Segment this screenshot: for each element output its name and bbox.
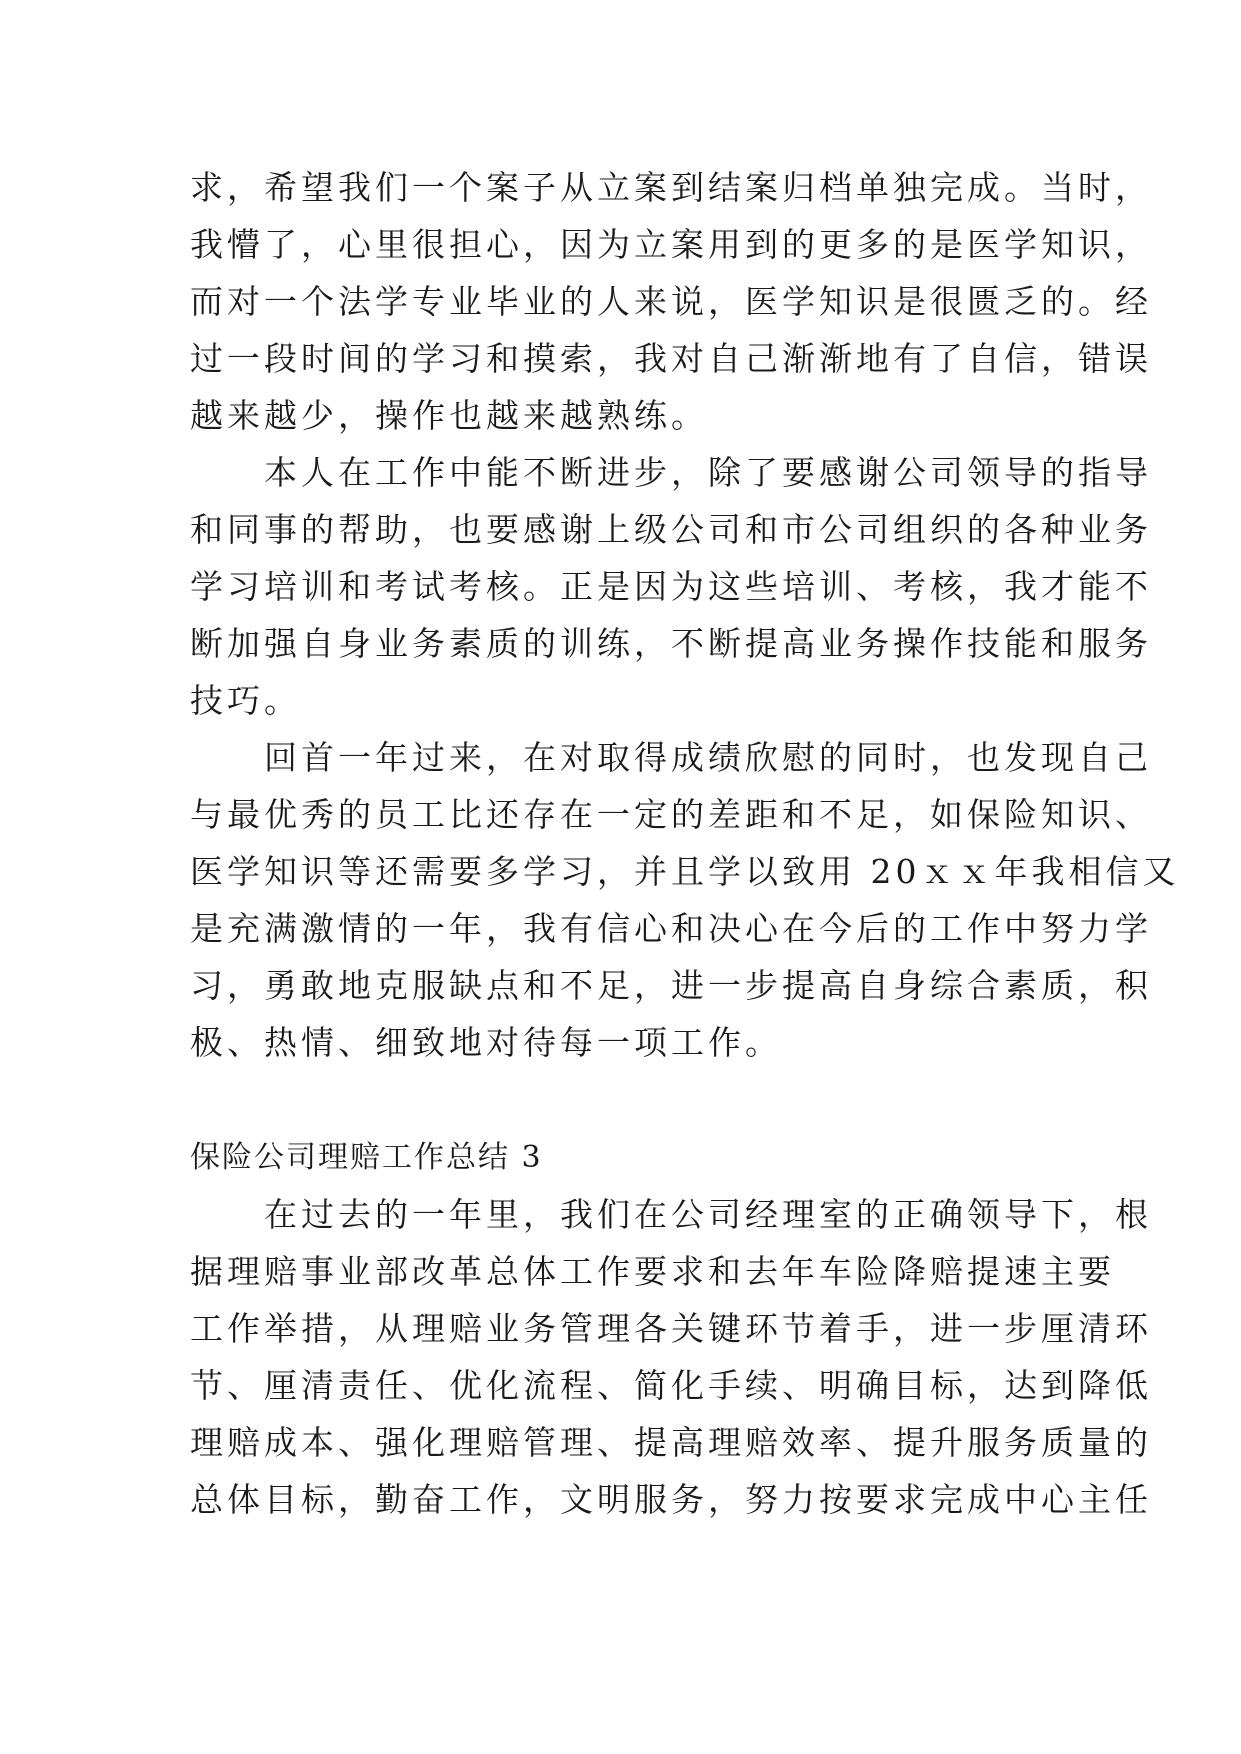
text-line: 习，勇敢地克服缺点和不足，进一步提高自身综合素质，积 [190, 966, 1152, 1005]
text-line: 断加强自身业务素质的训练，不断提高业务操作技能和服务 [190, 624, 1152, 663]
text-line: 过一段时间的学习和摸索，我对自己渐渐地有了自信，错误 [190, 339, 1152, 378]
text-line: 越来越少，操作也越来越熟练。 [190, 396, 708, 435]
text-line: 理赔成本、强化理赔管理、提高理赔效率、提升服务质量的 [190, 1423, 1152, 1462]
text-line: 回首一年过来，在对取得成绩欣慰的同时，也发现自己 [190, 738, 1152, 777]
text-line: 本人在工作中能不断进步，除了要感谢公司领导的指导 [190, 453, 1152, 492]
text-line: 求，希望我们一个案子从立案到结案归档单独完成。当时， [190, 168, 1152, 207]
text-line: 和同事的帮助，也要感谢上级公司和市公司组织的各种业务 [190, 510, 1152, 549]
section-heading: 保险公司理赔工作总结 3 [190, 1140, 543, 1175]
text-line: 与最优秀的员工比还存在一定的差距和不足，如保险知识、 [190, 795, 1152, 834]
text-line: 而对一个法学专业毕业的人来说，医学知识是很匮乏的。经 [190, 282, 1152, 321]
text-line: 在过去的一年里，我们在公司经理室的正确领导下，根 [190, 1195, 1152, 1234]
text-line: 总体目标，勤奋工作，文明服务，努力按要求完成中心主任 [190, 1480, 1152, 1519]
text-line: 节、厘清责任、优化流程、简化手续、明确目标，达到降低 [190, 1366, 1152, 1405]
text-line: 技巧。 [190, 681, 301, 720]
text-line: 工作举措，从理赔业务管理各关键环节着手，进一步厘清环 [190, 1309, 1152, 1348]
text-line: 我懵了，心里很担心，因为立案用到的更多的是医学知识， [190, 225, 1152, 264]
text-line: 极、热情、细致地对待每一项工作。 [190, 1023, 782, 1062]
text-line: 学习培训和考试考核。正是因为这些培训、考核，我才能不 [190, 567, 1152, 606]
text-line: 是充满激情的一年，我有信心和决心在今后的工作中努力学 [190, 909, 1152, 948]
text-line: 据理赔事业部改革总体工作要求和去年车险降赔提速主要 [190, 1252, 1115, 1291]
text-line: 医学知识等还需要多学习，并且学以致用 20ｘｘ年我相信又 [190, 852, 1180, 891]
